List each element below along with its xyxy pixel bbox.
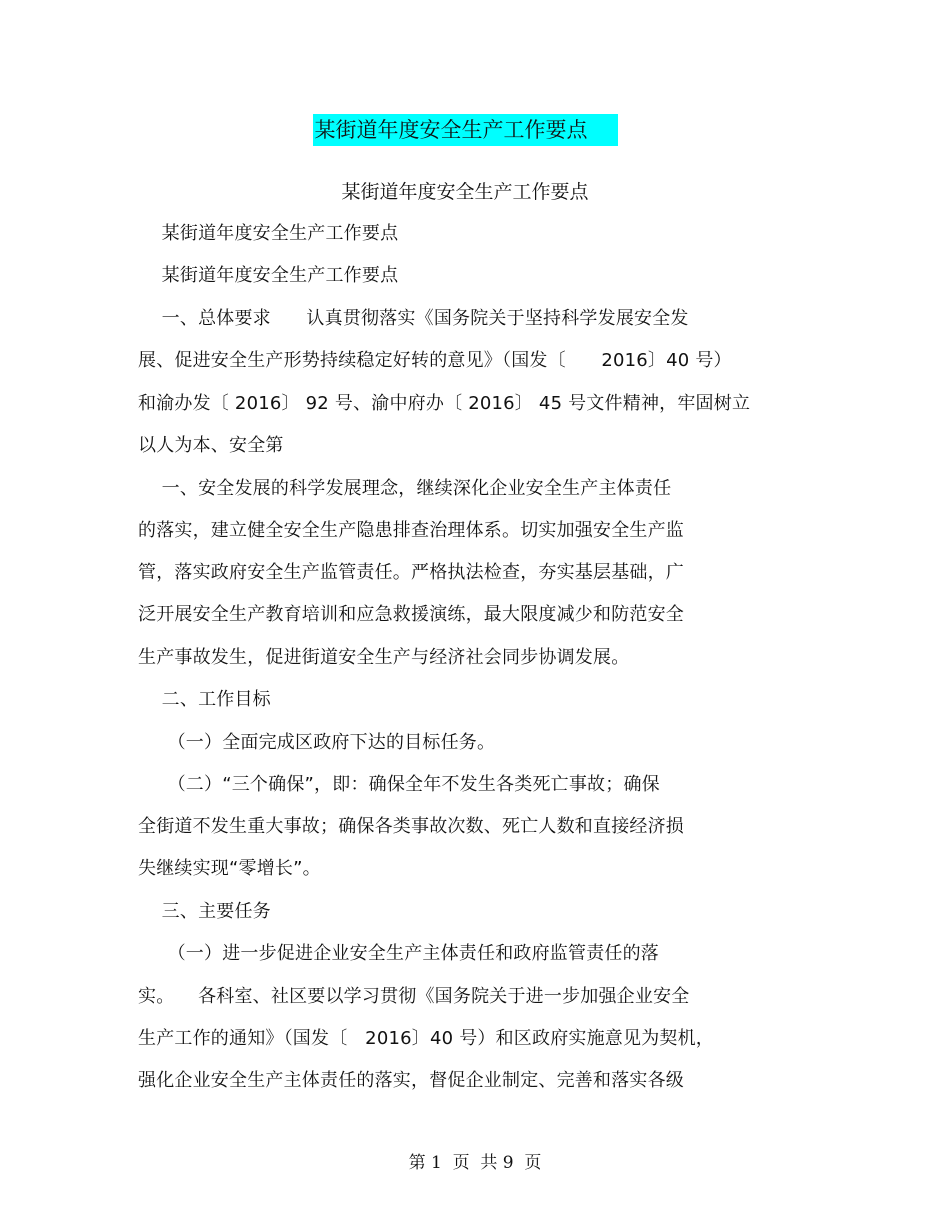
body-line: （一）进一步促进企业安全生产主体责任和政府监管责任的落 (138, 943, 660, 964)
body-line: 一、安全发展的科学发展理念，继续深化企业安全生产主体责任 (138, 478, 672, 499)
body-line: 以人为本、安全第 (138, 435, 284, 456)
page-footer: 第 1 页 共 9 页 (408, 1153, 542, 1173)
body-line: 全街道不发生重大事故；确保各类事故次数、死亡人数和直接经济损 (138, 816, 684, 837)
body-line: 泛开展安全生产教育培训和应急救援演练，最大限度减少和防范安全 (138, 604, 684, 625)
body-line: （一）全面完成区政府下达的目标任务。 (138, 732, 496, 753)
body-line: 展、促进安全生产形势持续稳定好转的意见》（国发〔 2016〕40 号） (138, 350, 732, 371)
document-title: 某街道年度安全生产工作要点 (313, 114, 618, 146)
body-line: 生产工作的通知》（国发〔 2016〕40 号）和区政府实施意见为契机， (138, 1028, 714, 1049)
body-line: 强化企业安全生产主体责任的落实，督促企业制定、完善和落实各级 (138, 1070, 684, 1091)
body-line: 某街道年度安全生产工作要点 (138, 265, 399, 286)
body-line: 实。 各科室、社区要以学习贯彻《国务院关于进一步加强企业安全 (138, 986, 690, 1007)
body-line: 某街道年度安全生产工作要点 (138, 223, 399, 244)
document-subtitle: 某街道年度安全生产工作要点 (341, 181, 589, 203)
body-line: （二）“三个确保”，即：确保全年不发生各类死亡事故；确保 (138, 774, 660, 795)
body-line: 一、总体要求 认真贯彻落实《国务院关于坚持科学发展安全发 (138, 308, 689, 329)
title-container (0, 114, 950, 146)
body-line: 和渝办发〔 2016〕 92 号、渝中府办〔 2016〕 45 号文件精神，牢固树立 (138, 393, 751, 414)
body-line: 生产事故发生，促进街道安全生产与经济社会同步协调发展。 (138, 647, 630, 668)
section-heading: 三、主要任务 (138, 901, 271, 922)
body-line: 的落实，建立健全安全生产隐患排查治理体系。切实加强安全生产监 (138, 520, 684, 541)
body-line: 管，落实政府安全生产监管责任。严格执法检查，夯实基层基础，广 (138, 562, 684, 583)
section-heading: 二、工作目标 (138, 689, 271, 710)
body-line: 失继续实现“零增长”。 (138, 858, 321, 879)
